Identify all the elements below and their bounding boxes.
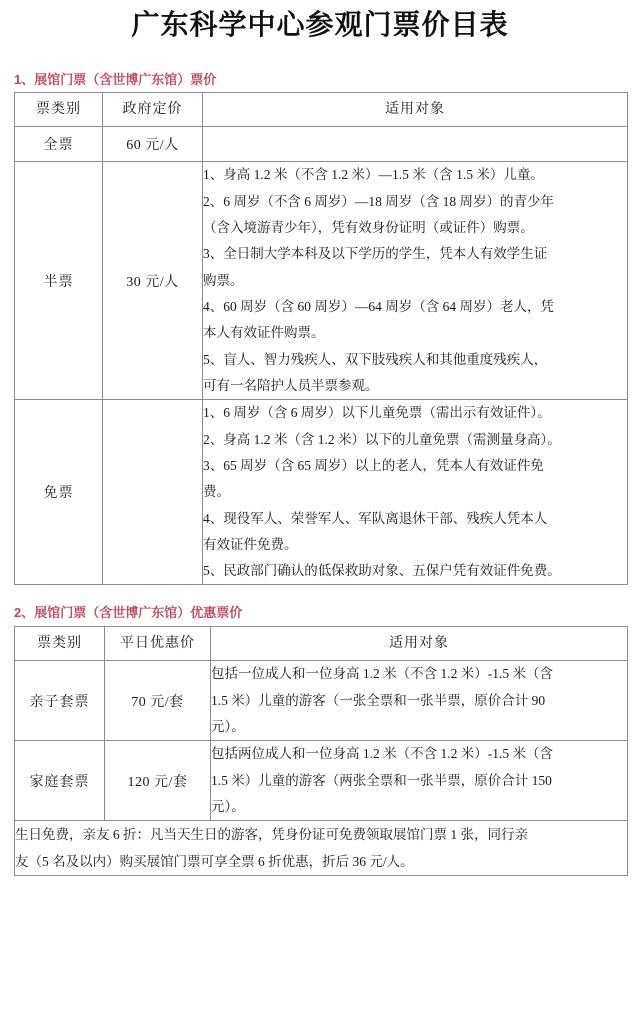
ticket-price-full: 60 元/人 (103, 127, 203, 162)
table-row (15, 741, 628, 821)
birthday-promotion-note (15, 821, 628, 876)
table-row (15, 661, 628, 741)
column-header-ticket-type: 票类别 (15, 627, 105, 661)
text-line: 1、6 周岁（含 6 周岁）以下儿童免票（需出示有效证件）。 (203, 405, 551, 421)
text-line: 3、65 周岁（含 65 周岁）以上的老人，凭本人有效证件免 (203, 457, 544, 473)
discount-price-table (14, 626, 628, 876)
text-line: 购票。 (203, 272, 244, 288)
text-line: （含入境游青少年），凭有效身份证明（或证件）购票。 (203, 220, 534, 236)
text-line: 元）。 (211, 798, 245, 814)
table-note-row (15, 821, 628, 876)
ticket-price-free (103, 400, 203, 585)
ticket-desc-parent-child (211, 661, 628, 741)
table-header-row (15, 93, 628, 127)
column-header-applicable-persons: 适用对象 (203, 93, 628, 127)
text-line: 包括两位成人和一位身高 1.2 米（不含 1.2 米）-1.5 米（含 (211, 746, 553, 762)
text-line: 本人有效证件购票。 (203, 325, 325, 341)
table-header-row (15, 627, 628, 661)
section-heading-government-price: 1、展馆门票（含世博广东馆）票价 (14, 71, 217, 87)
text-line: 2、6 周岁（不含 6 周岁）—18 周岁（含 18 周岁）的青少年 (203, 193, 554, 209)
ticket-type-full: 全票 (15, 127, 103, 162)
column-header-price: 政府定价 (103, 93, 203, 127)
ticket-price-parent-child: 70 元/套 (105, 661, 211, 741)
ticket-type-family: 家庭套票 (15, 741, 105, 821)
text-line: 3、全日制大学本科及以下学历的学生，凭本人有效学生证 (203, 246, 548, 262)
ticket-desc-free (203, 400, 628, 585)
column-header-applicable-persons: 适用对象 (211, 627, 628, 661)
text-line: 5、盲人、智力残疾人、双下肢残疾人和其他重度残疾人， (203, 351, 548, 367)
text-line: 友（5 名及以内）购买展馆门票可享全票 6 折优惠，折后 36 元/人。 (15, 854, 414, 870)
text-line: 1.5 米）儿童的游客（一张全票和一张半票，原价合计 90 (211, 692, 546, 708)
table-row (15, 162, 628, 400)
text-line: 有效证件免费。 (203, 536, 298, 552)
ticket-type-free: 免票 (15, 400, 103, 585)
text-line: 4、60 周岁（含 60 周岁）—64 周岁（含 64 周岁）老人，凭 (203, 299, 554, 315)
text-line: 包括一位成人和一位身高 1.2 米（不含 1.2 米）-1.5 米（含 (211, 666, 553, 682)
ticket-desc-full (203, 127, 628, 162)
page-title: 广东科学中心参观门票价目表 (131, 9, 509, 40)
column-header-ticket-type: 票类别 (15, 93, 103, 127)
table-row (15, 400, 628, 585)
text-line: 1.5 米）儿童的游客（两张全票和一张半票，原价合计 150 (211, 772, 552, 788)
ticket-price-family: 120 元/套 (105, 741, 211, 821)
section-heading-discount-price: 2、展馆门票（含世博广东馆）优惠票价 (14, 605, 243, 621)
ticket-desc-family (211, 741, 628, 821)
text-line: 4、现役军人、荣誉军人、军队离退休干部、残疾人凭本人 (203, 510, 548, 526)
text-line: 可有一名陪护人员半票参观。 (203, 377, 379, 393)
text-line: 2、身高 1.2 米（含 1.2 米）以下的儿童免票（需测量身高）。 (203, 431, 561, 447)
ticket-price-half: 30 元/人 (103, 162, 203, 400)
text-line: 1、身高 1.2 米（不含 1.2 米）—1.5 米（含 1.5 米）儿童。 (203, 167, 544, 183)
ticket-type-half: 半票 (15, 162, 103, 400)
text-line: 元）。 (211, 719, 245, 734)
government-price-table (14, 92, 628, 585)
column-header-weekday-discount-price: 平日优惠价 (105, 627, 211, 661)
table-row (15, 127, 628, 162)
text-line: 费。 (203, 484, 230, 500)
text-line: 生日免费，亲友 6 折：凡当天生日的游客，凭身份证可免费领取展馆门票 1 张，同行亲 (15, 827, 528, 843)
text-line: 5、民政部门确认的低保救助对象、五保户凭有效证件免费。 (203, 563, 561, 579)
ticket-type-parent-child: 亲子套票 (15, 661, 105, 741)
ticket-desc-half (203, 162, 628, 400)
